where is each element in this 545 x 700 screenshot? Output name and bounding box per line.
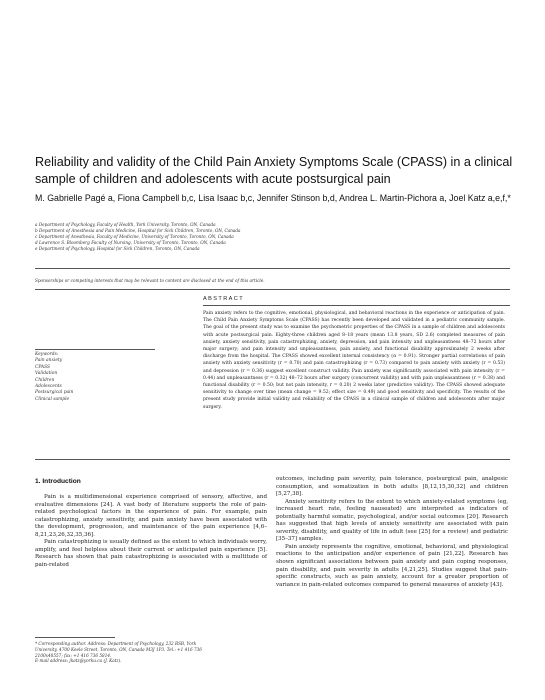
affiliation: a Department of Psychology, Faculty of Health, York University, Toronto, ON, Canada (35, 222, 216, 227)
affiliation: b Department of Anesthesia and Pain Medicine, Hospital for Sick Children, Toronto, ON, Canada (35, 228, 241, 234)
paragraph: Pain anxiety represents the cognitive, emotional, behavioral, and physiological reactions to the anticipation and/or experience of pain [21,22]. Research has shown significant associations between pain anxiety and pain coping responses, pain disability, and pain severity in adults [4,21,25]. Studies suggest that pain-specific constructs, such as pain anxiety, account for a greater proportion of variance in pain-related outcomes compared to general measures of anxiety [43]. (276, 543, 508, 588)
keyword: Postsurgical pain (35, 390, 74, 396)
keyword: Adolescents (35, 384, 62, 390)
keyword: Clinical sample (35, 396, 70, 402)
article-title: Reliability and validity of the Child Pain Anxiety Symptoms Scale (CPASS) in a clinical sample of children and adolescents with acute postsurgical pain (35, 155, 513, 186)
keyword: Children (35, 377, 55, 383)
keywords-rule (35, 349, 155, 350)
affiliation: d Lawrence S. Bloomberg Faculty of Nursing, University of Toronto, Toronto, ON, Canada (35, 240, 226, 246)
paragraph: outcomes, including pain severity, pain tolerance, postsurgical pain, analgesic consumption, and somatization in both adults [8,12,15,30,32] and children [5,27,38]. (276, 476, 508, 498)
abstract-bottom-rule (35, 459, 510, 460)
footnote (35, 641, 267, 664)
keywords-block (35, 352, 155, 403)
section-heading: 1. Introduction (35, 478, 81, 485)
keywords-heading: Keywords: (35, 352, 59, 357)
paragraph: Pain catastrophizing is usually defined as the extent to which individuals worry, amplify, and feel helpless about their current or anticipated pain experience [5]. Research has shown that pain catastrophizing is associated with a multitude of pain-related (35, 539, 267, 568)
abstract-top-rule (35, 289, 510, 290)
sponsorship-note: Sponsorships or competing interests that may be relevant to content are disclosed at the end of this article. (35, 278, 265, 283)
footnote-line: University, 4700 Keele Street, Toronto, ON, Canada M3J 1P3. Tel.: +1 416 736 (35, 646, 202, 652)
footnote-line: 2100x40557; fax: +1 416 736 5814. (35, 652, 112, 658)
header-rule (35, 268, 510, 269)
paragraph: Pain is a multidimensional experience comprised of sensory, affective, and evaluative dimensions [24]. A vast body of literature supports the role of pain-related psychological factors in the experience of pain. For example, pain catastrophizing, anxiety sensitivity, and pain anxiety have been associated with the development, progression, and maintenance of the pain experience [4,6–8,21,23,26,32,35,36]. (35, 494, 267, 538)
right-column (276, 476, 508, 589)
abstract-text: Pain anxiety refers to the cognitive, emotional, physiological, and behavioral reactions in the experience or anticipation of pain. The Child Pain Anxiety Symptoms Scale (CPASS) has recently been developed and validated in a pediatric community sample. The goal of the present study was to examine the psychometric properties of the CPASS in a sample of children and adolescents with acute postsurgical pain. Eighty-three children aged 8–18 years (mean 13.8 years, SD 2.6) completed measures of pain anxiety, anxiety sensitivity, pain catastrophizing, anxiety, depression, and pain intensity and unpleasantness 48–72 hours after major surgery; and pain intensity and unpleasantness, pain anxiety, and functional disability approximately 2 weeks after discharge from the hospital. The CPASS showed excellent internal consistency (α = 0.91). Stronger partial correlations of pain anxiety with anxiety sensitivity (r = 0.70) and pain catastrophizing (r = 0.73) compared to pain anxiety with anxiety (r = 0.53) and depression (r = 0.36) suggest excellent construct validity. Pain anxiety was significantly associated with pain intensity (r = 0.44) and unpleasantness (r = 0.32) 48–72 hours after surgery (concurrent validity) and with pain unpleasantness (r = 0.38) and functional disability (r = 0.50; but not pain intensity, r = 0.20) 2 weeks later (predictive validity). The CPASS showed adequate sensitivity to change over time (mean change = 9.52; effect size = 0.49) and good sensitivity and specificity. The results of the present study provide initial validity and reliability of the CPASS in a clinical sample of children and adolescents after major surgery. (203, 311, 505, 410)
keyword: Pain anxiety (35, 358, 63, 364)
left-column (35, 494, 267, 569)
paragraph: Anxiety sensitivity refers to the extent to which anxiety-related symptoms (eg, increased heart rate, feeling nauseated) are interpreted as indicators of potentially harmful somatic, psychological, and/or social outcomes [20]. Research has suggested that high levels of anxiety sensitivity are associated with pain severity, disability, and quality of life in adult (see [25] for a review) and pediatric [35–37] samples. (276, 498, 508, 543)
author-list: M. Gabrielle Pagé a, Fiona Campbell b,c, Lisa Isaac b,c, Jennifer Stinson b,d, Andrea L. Martin-Pichora a, Joel Katz a,e,f,* (35, 193, 511, 203)
keyword: CPASS (35, 364, 51, 370)
abstract-heading: ABSTRACT (203, 296, 245, 302)
footnote-line: * Corresponding author. Address: Department of Psychology, 232 BSB, York (35, 641, 197, 646)
affiliation: c Department of Anesthesia, Faculty of Medicine, University of Toronto, Toronto, ON, Canada (35, 234, 234, 240)
affiliation: e Department of Psychology, Hospital for Sick Children, Toronto, ON, Canada (35, 246, 200, 252)
abstract-heading-rule (203, 305, 510, 306)
affiliations (35, 222, 365, 252)
footnote-line: E-mail address: jkatz@yorku.ca (J. Katz). (35, 658, 122, 664)
footnote-rule (35, 637, 115, 638)
keyword: Validation (35, 371, 58, 377)
